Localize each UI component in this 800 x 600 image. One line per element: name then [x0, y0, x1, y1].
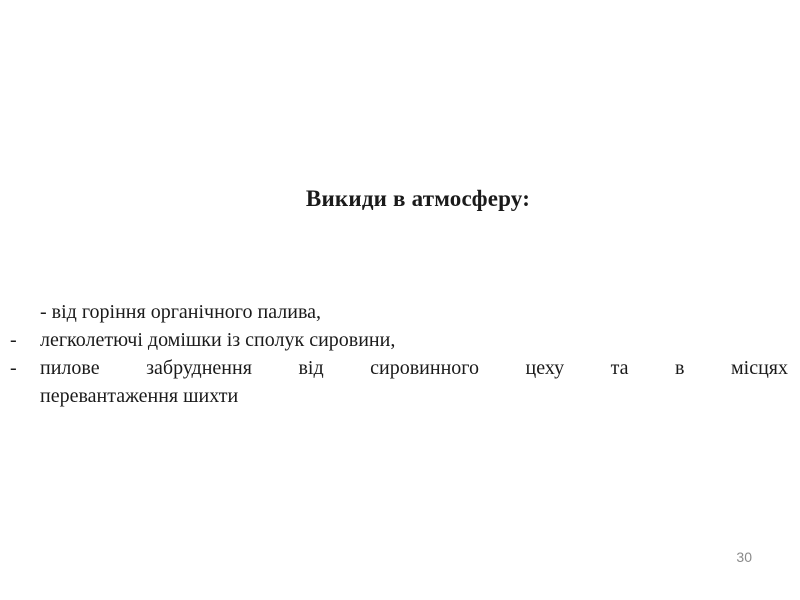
- list-item: [0, 298, 800, 326]
- slide-title: [0, 186, 800, 212]
- page-number: 30: [736, 549, 752, 565]
- list-item-marker: -: [10, 357, 17, 379]
- list-item-text: - від горіння органічного палива,: [40, 301, 322, 323]
- list-item: [0, 354, 800, 382]
- list-item-text: пилове забруднення від сировинного цеху та в місцях: [40, 357, 788, 379]
- list-item-marker: -: [10, 329, 17, 351]
- slide-title-text: Викиди в атмосферу:: [305, 186, 531, 211]
- list-item: [0, 326, 800, 354]
- list-item-text: перевантаження шихти: [40, 385, 239, 407]
- list-item-text: легколетючі домішки із сполук сировини,: [40, 329, 396, 351]
- list-item-continuation: [0, 382, 800, 410]
- slide-body: [0, 298, 800, 410]
